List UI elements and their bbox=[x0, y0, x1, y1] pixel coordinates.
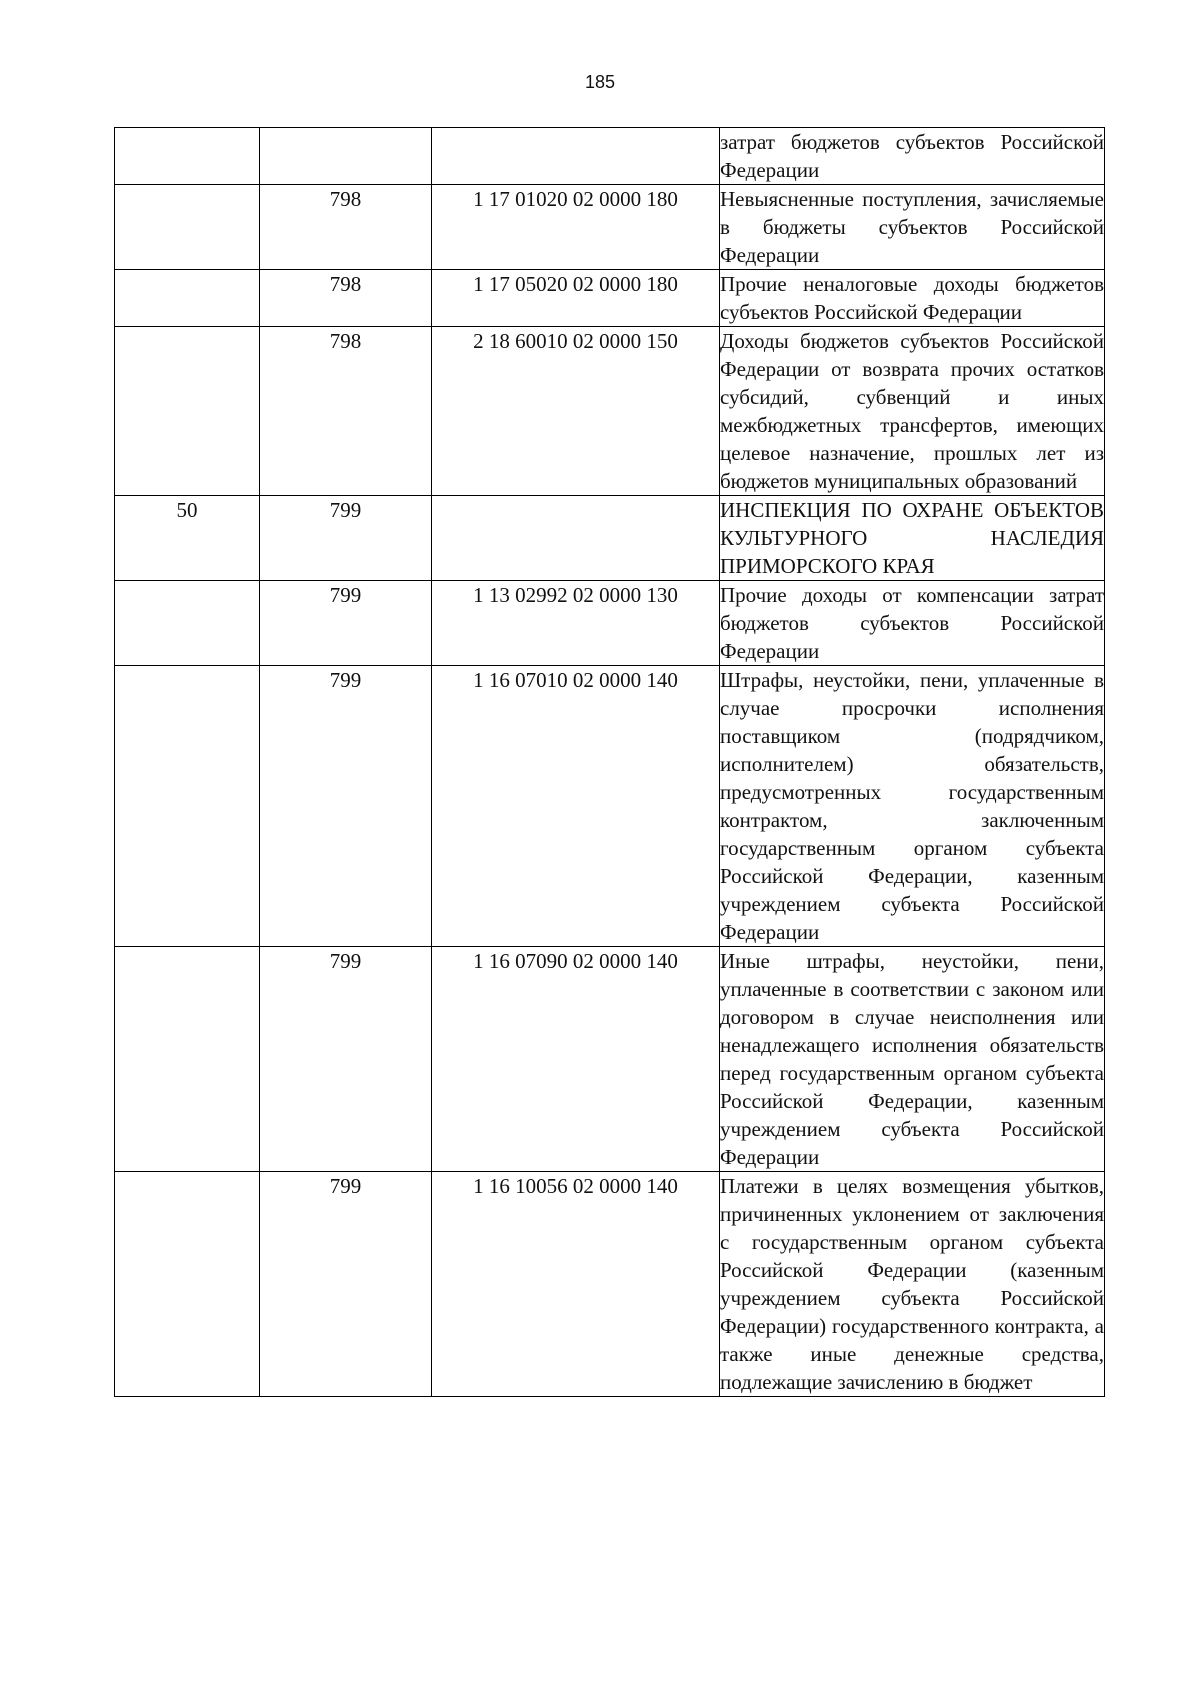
table-row bbox=[115, 666, 1105, 947]
table-row bbox=[115, 128, 1105, 185]
table-row bbox=[115, 270, 1105, 327]
row-number-cell bbox=[115, 947, 260, 1172]
admin-code-cell: 798 bbox=[260, 185, 432, 270]
income-name-cell: Невыясненные поступления, зачисляемые в бюджеты субъектов Российской Федерации bbox=[720, 185, 1105, 270]
income-name-cell: затрат бюджетов субъектов Российской Федерации bbox=[720, 128, 1105, 185]
row-number-cell bbox=[115, 666, 260, 947]
row-number-cell bbox=[115, 270, 260, 327]
income-name-cell: ИНСПЕКЦИЯ ПО ОХРАНЕ ОБЪЕКТОВ КУЛЬТУРНОГО НАСЛЕДИЯ ПРИМОРСКОГО КРАЯ bbox=[720, 496, 1105, 581]
income-name-cell: Штрафы, неустойки, пени, уплаченные в случае просрочки исполнения поставщиком (подрядчиком, исполнителем) обязательств, предусмотренных государственным контрактом, заключенным государственным органом субъекта Российской Федерации, казенным учреждением субъекта Российской Федерации bbox=[720, 666, 1105, 947]
admin-code-cell: 798 bbox=[260, 270, 432, 327]
row-number-cell bbox=[115, 185, 260, 270]
budget-code-cell: 2 18 60010 02 0000 150 bbox=[432, 327, 720, 496]
admin-code-cell: 798 bbox=[260, 327, 432, 496]
row-number-cell bbox=[115, 128, 260, 185]
table-row bbox=[115, 496, 1105, 581]
row-number-cell bbox=[115, 581, 260, 666]
table-row bbox=[115, 1172, 1105, 1397]
page-number: 185 bbox=[584, 72, 616, 92]
row-number-cell bbox=[115, 1172, 260, 1397]
admin-code-cell: 799 bbox=[260, 496, 432, 581]
budget-code-cell: 1 17 05020 02 0000 180 bbox=[432, 270, 720, 327]
income-name-cell: Прочие неналоговые доходы бюджетов субъектов Российской Федерации bbox=[720, 270, 1105, 327]
row-number-cell bbox=[115, 327, 260, 496]
admin-code-cell: 799 bbox=[260, 581, 432, 666]
budget-classification-table bbox=[114, 127, 1105, 1397]
table-row bbox=[115, 185, 1105, 270]
budget-code-cell: 1 16 10056 02 0000 140 bbox=[432, 1172, 720, 1397]
table-row bbox=[115, 947, 1105, 1172]
admin-code-cell bbox=[260, 128, 432, 185]
admin-code-cell: 799 bbox=[260, 947, 432, 1172]
income-name-cell: Доходы бюджетов субъектов Российской Федерации от возврата прочих остатков субсидий, субвенций и иных межбюджетных трансфертов, имеющих целевое назначение, прошлых лет из бюджетов муниципальных образований bbox=[720, 327, 1105, 496]
budget-code-cell bbox=[432, 496, 720, 581]
row-number-cell: 50 bbox=[115, 496, 260, 581]
budget-code-cell: 1 17 01020 02 0000 180 bbox=[432, 185, 720, 270]
budget-code-cell: 1 16 07090 02 0000 140 bbox=[432, 947, 720, 1172]
admin-code-cell: 799 bbox=[260, 666, 432, 947]
income-name-cell: Иные штрафы, неустойки, пени, уплаченные в соответствии с законом или договором в случае неисполнения или ненадлежащего исполнения обязательств перед государственным органом субъекта Российской Федерации, казенным учреждением субъекта Российской Федерации bbox=[720, 947, 1105, 1172]
budget-code-cell bbox=[432, 128, 720, 185]
income-name-cell: Платежи в целях возмещения убытков, причиненных уклонением от заключения с государственным органом субъекта Российской Федерации (казенным учреждением субъекта Российской Федерации) государственного контракта, а также иные денежные средства, подлежащие зачислению в бюджет bbox=[720, 1172, 1105, 1397]
budget-code-cell: 1 16 07010 02 0000 140 bbox=[432, 666, 720, 947]
income-name-cell: Прочие доходы от компенсации затрат бюджетов субъектов Российской Федерации bbox=[720, 581, 1105, 666]
table-row bbox=[115, 327, 1105, 496]
admin-code-cell: 799 bbox=[260, 1172, 432, 1397]
table-row bbox=[115, 581, 1105, 666]
budget-code-cell: 1 13 02992 02 0000 130 bbox=[432, 581, 720, 666]
